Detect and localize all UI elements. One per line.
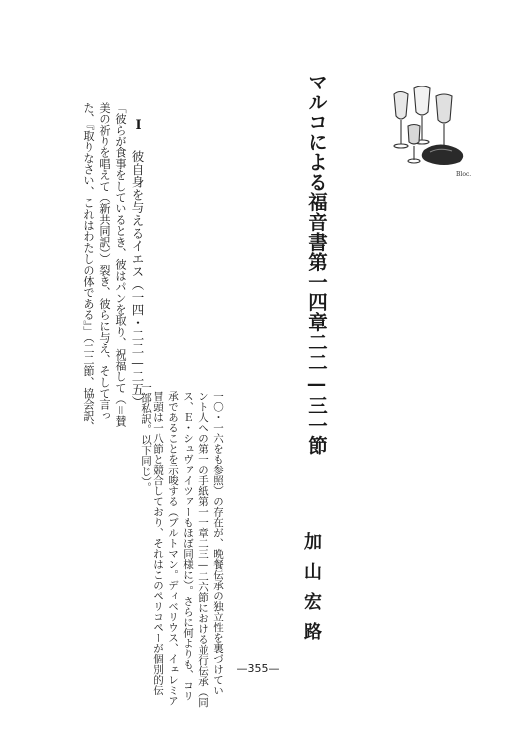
author-name: 加山宏路 [301, 532, 322, 652]
body-line: ス、Ｅ・シュヴァイツァーもほぼ同様に）。さらに何よりも、コリ [182, 391, 194, 701]
goblets-illustration [386, 86, 476, 182]
illustration-signature: Bloc. [456, 171, 472, 178]
section-heading: 彼自身を与えるイエス（一四・二二—二五） [130, 150, 145, 409]
paragraph-line: 一部私訳。以下同じ）。 [140, 382, 152, 493]
paragraph-line: た、『取りなさい、これはわたしの体である』」（二二節、協会訳、 [82, 102, 95, 433]
body-line: 承であることを示唆する（ブルトマン。ディベリウス、イェレミア [167, 391, 179, 706]
body-line: 一〇・一六をも参照）の存在が、晩餐伝承の独立性を裏づけてい [212, 391, 224, 696]
body-line: 冒頭は一八節と競合しており、それはこのペリコペーが個別的伝 [152, 391, 164, 696]
section-number: Ⅰ [131, 118, 146, 133]
article-title: マルコによる福音書第一四章二二—三一節 [305, 72, 328, 456]
paragraph-line: 美の祈りを唱えて（新共同訳））裂き、彼らに与え、そして言っ [98, 102, 111, 422]
paragraph-line: 「彼らが食事をしているとき、彼はパンを取り、祝福して（＝賛 [114, 102, 127, 427]
body-line: ント人への第一の手紙第一一章二三—二六節における並行伝承（同 [197, 391, 209, 708]
page-number: —355— [236, 662, 280, 675]
